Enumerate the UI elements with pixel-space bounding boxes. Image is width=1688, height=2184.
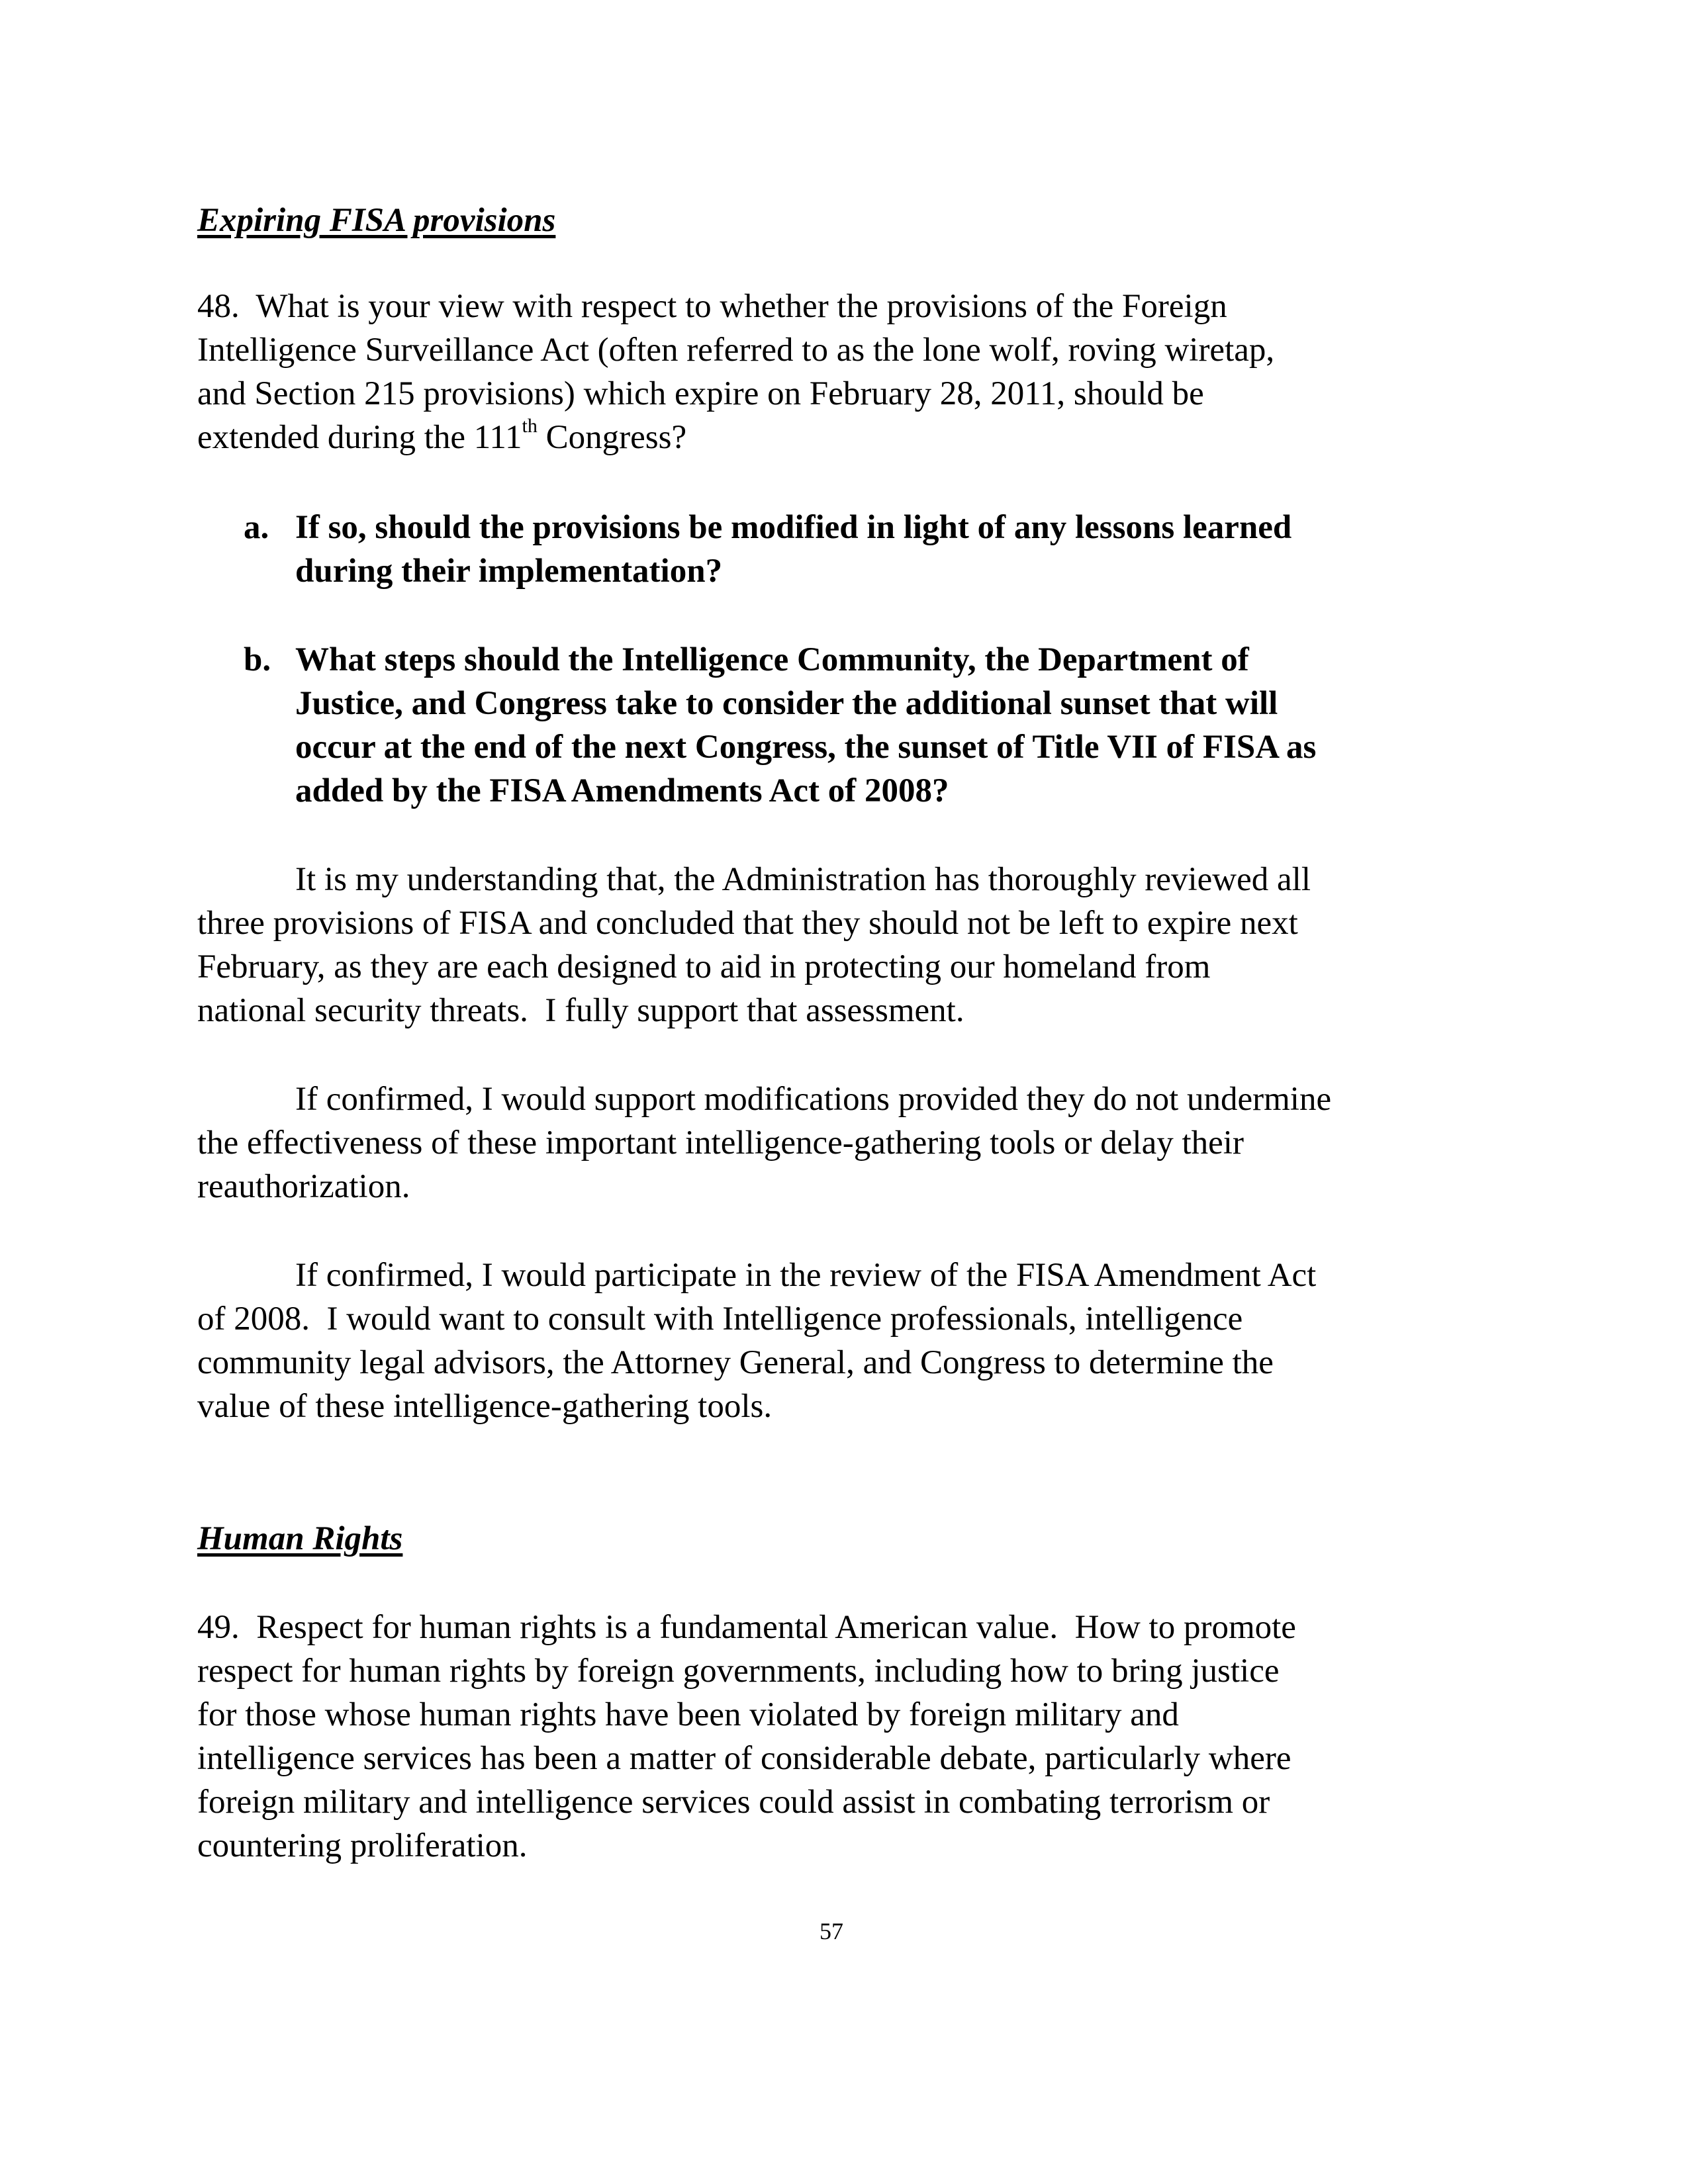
answer-line: community legal advisors, the Attorney General, and Congress to determine the <box>197 1344 1274 1381</box>
subquestion-line: If so, should the provisions be modified in light of any lessons learned <box>295 509 1292 546</box>
question-line: intelligence services has been a matter of considerable debate, particularly where <box>197 1740 1291 1777</box>
question-line <box>197 1606 1296 1649</box>
answer-line: If confirmed, I would participate in the review of the FISA Amendment Act <box>295 1257 1317 1294</box>
subquestion-line: What steps should the Intelligence Community, the Department of <box>295 641 1249 678</box>
answer-line: reauthorization. <box>197 1168 410 1205</box>
section-heading-expiring-fisa: Expiring FISA provisions <box>197 202 556 239</box>
answer-line: value of these intelligence-gathering tools. <box>197 1388 773 1425</box>
question-line: foreign military and intelligence services could assist in combating terrorism or <box>197 1784 1270 1821</box>
question-line <box>197 416 686 459</box>
subquestion-line: during their implementation? <box>295 553 723 590</box>
ordinal-superscript: th <box>522 415 538 437</box>
question-number: 49. <box>197 1609 240 1646</box>
question-line: countering proliferation. <box>197 1827 528 1864</box>
question-line: and Section 215 provisions) which expire on February 28, 2011, should be <box>197 375 1204 412</box>
question-line: respect for human rights by foreign governments, including how to bring justice <box>197 1653 1280 1690</box>
section-heading-human-rights: Human Rights <box>197 1520 403 1557</box>
question-text: extended during the 111 <box>197 419 522 456</box>
subquestion-line: Justice, and Congress take to consider the additional sunset that will <box>295 685 1278 722</box>
question-text: What is your view with respect to whether the provisions of the Foreign <box>256 288 1227 325</box>
subquestion-line: added by the FISA Amendments Act of 2008? <box>295 772 949 809</box>
answer-line: It is my understanding that, the Administration has thoroughly reviewed all <box>295 861 1311 898</box>
question-line <box>197 285 1227 328</box>
answer-line: If confirmed, I would support modifications provided they do not undermine <box>295 1081 1332 1118</box>
subquestion-line: occur at the end of the next Congress, the sunset of Title VII of FISA as <box>295 729 1317 766</box>
question-line: Intelligence Surveillance Act (often referred to as the lone wolf, roving wiretap, <box>197 332 1275 369</box>
answer-line: the effectiveness of these important intelligence-gathering tools or delay their <box>197 1124 1244 1161</box>
page-number: 57 <box>820 1918 843 1944</box>
subquestion-label: a. <box>244 509 269 546</box>
subquestion-label: b. <box>244 641 271 678</box>
answer-line: national security threats. I fully support that assessment. <box>197 992 964 1029</box>
answer-line: of 2008. I would want to consult with Intelligence professionals, intelligence <box>197 1300 1243 1338</box>
answer-line: three provisions of FISA and concluded that they should not be left to expire next <box>197 905 1298 942</box>
question-text: Respect for human rights is a fundamental American value. How to promote <box>256 1609 1296 1646</box>
answer-line: February, as they are each designed to aid in protecting our homeland from <box>197 948 1211 985</box>
question-text: Congress? <box>537 419 687 456</box>
question-line: for those whose human rights have been violated by foreign military and <box>197 1696 1179 1733</box>
question-number: 48. <box>197 288 240 325</box>
